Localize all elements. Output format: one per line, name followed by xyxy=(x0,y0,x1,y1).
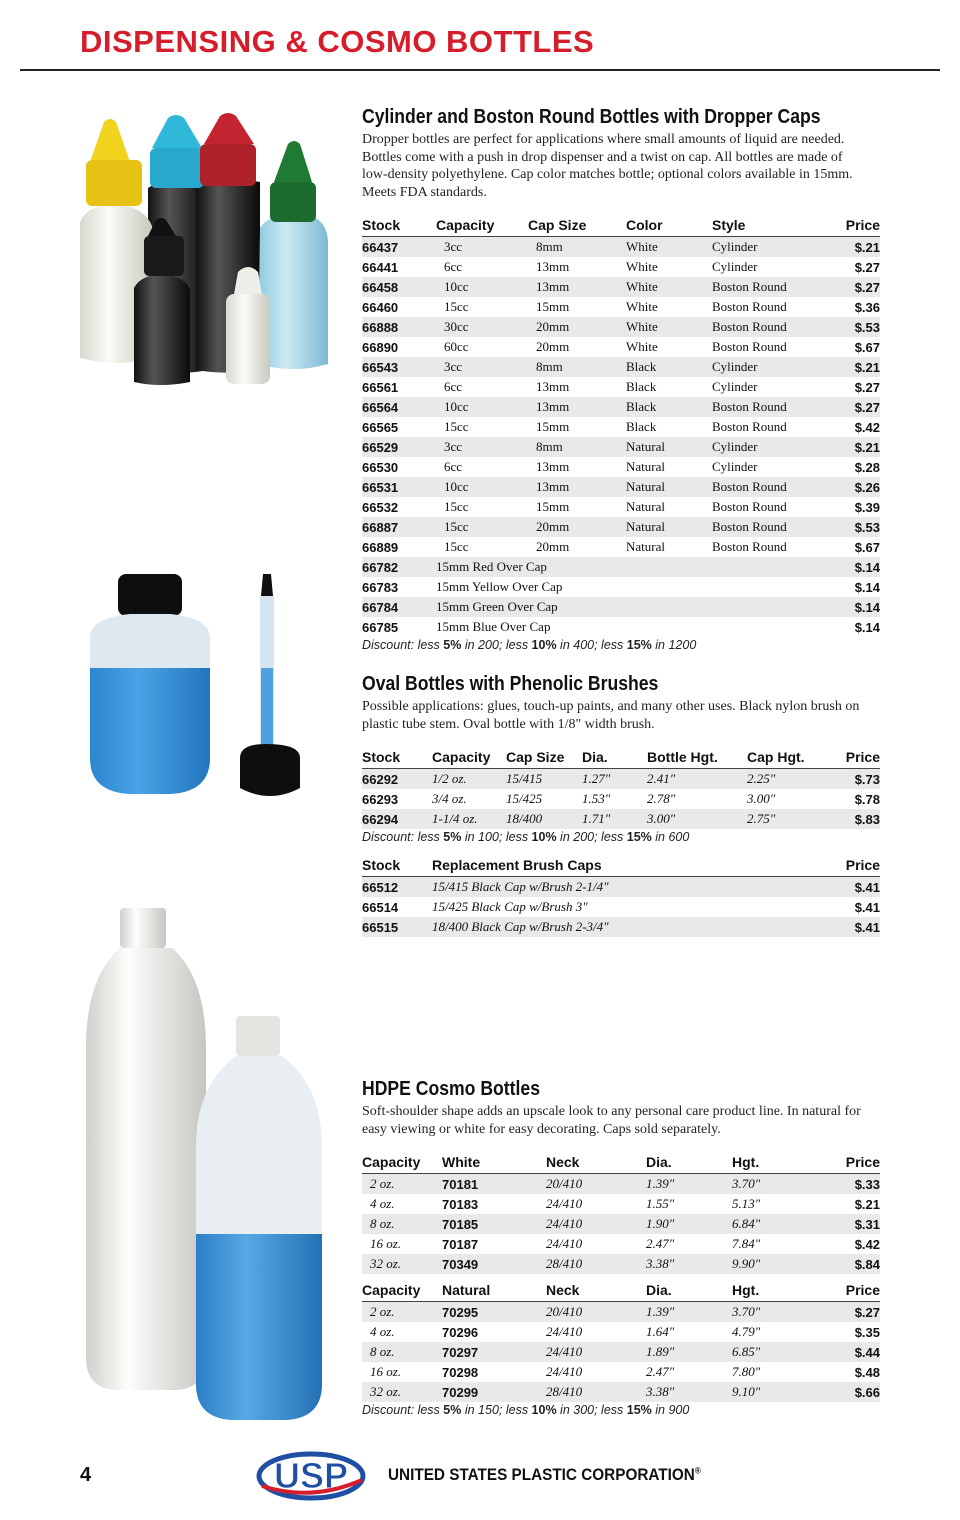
table-cell: 2 oz. xyxy=(362,1302,442,1323)
table-cell: 3/4 oz. xyxy=(432,791,467,806)
table-cell: 70183 xyxy=(442,1196,479,1212)
table-cell: 8mm xyxy=(528,437,626,457)
table-cell: 18/400 Black Cap w/Brush 2-3/4" xyxy=(432,917,812,937)
table-cell: Cylinder xyxy=(712,259,758,274)
column-header: Dia. xyxy=(582,746,647,769)
section-description: Dropper bottles are perfect for applications where small amounts of liquid are needed. Bottles come with a push in drop dispenser and a twist on cap. All bottles are made of low-density polyethylene. Cap color matches bottle; optional colors available in 15mm. Meets FDA standards. xyxy=(362,132,853,200)
table-row xyxy=(362,809,880,829)
table-cell: Cylinder xyxy=(712,237,832,258)
table-cell: $.14 xyxy=(832,597,880,617)
table-cell: Natural xyxy=(626,477,712,497)
table-cell: Boston Round xyxy=(712,539,787,554)
table-cell: 13mm xyxy=(536,379,570,394)
table-cell: 1.71" xyxy=(582,809,647,829)
table-cell: Black xyxy=(626,379,657,394)
column-header: Bottle Hgt. xyxy=(647,746,747,769)
table-cell: 66564 xyxy=(362,397,436,417)
table-row xyxy=(362,789,880,809)
table-cell: 28/410 xyxy=(546,1382,646,1402)
section-description: Possible applications: glues, touch-up paints, and many other uses. Black nylon brush on plastic tube stem. Oval bottle with 1/8" width brush. xyxy=(362,699,860,732)
table-row xyxy=(362,397,880,417)
table-cell: 20mm xyxy=(536,539,570,554)
table-row xyxy=(362,237,880,258)
table-cell: 24/410 xyxy=(546,1364,583,1379)
table-cell: Cylinder xyxy=(712,357,832,377)
table-cell: 70181 xyxy=(442,1174,546,1195)
table-cell: 1.53" xyxy=(582,791,611,806)
table-cell: White xyxy=(626,237,712,258)
table-cell: $.66 xyxy=(822,1382,880,1402)
table-cell: Natural xyxy=(626,437,712,457)
table-cell: 70185 xyxy=(442,1214,546,1234)
table-cell: $.33 xyxy=(822,1174,880,1195)
table-cell: 66561 xyxy=(362,379,399,395)
column-header: Price xyxy=(822,1151,880,1174)
column-header: Dia. xyxy=(646,1151,732,1174)
table-cell: 7.80" xyxy=(732,1364,761,1379)
table-cell: Black xyxy=(626,397,712,417)
table-row xyxy=(362,477,880,497)
table-row xyxy=(362,557,880,577)
table-cell: 70298 xyxy=(442,1364,479,1380)
section-title: HDPE Cosmo Bottles xyxy=(362,1078,540,1100)
table-cell: 60cc xyxy=(444,339,469,354)
table-cell: 15/425 Black Cap w/Brush 3" xyxy=(432,899,588,914)
cosmo-bottles-image xyxy=(80,904,330,1424)
table-cell: 6.84" xyxy=(732,1214,822,1234)
table-cell: 13mm xyxy=(536,259,570,274)
table-row xyxy=(362,1302,880,1323)
table-cell: 3.38" xyxy=(646,1254,732,1274)
table-cell: $.83 xyxy=(833,809,880,829)
table-cell: $.73 xyxy=(833,769,880,790)
svg-text:USP: USP xyxy=(273,1455,349,1496)
table-cell: 1.89" xyxy=(646,1342,732,1362)
table-cell: 20/410 xyxy=(546,1174,646,1195)
table-cell: $.28 xyxy=(854,459,880,475)
table-row xyxy=(362,1362,880,1382)
table-cell: Natural xyxy=(626,459,665,474)
table-cell: $.42 xyxy=(854,1236,880,1252)
table-cell: 1/2 oz. xyxy=(432,769,506,790)
cosmo-natural-table xyxy=(362,1279,880,1402)
table-row xyxy=(362,1174,880,1195)
table-cell: 3.00" xyxy=(647,809,747,829)
table-cell: White xyxy=(626,339,658,354)
table-cell: $.21 xyxy=(832,237,880,258)
table-cell: $.41 xyxy=(854,899,880,915)
table-cell: 16 oz. xyxy=(370,1236,402,1251)
table-cell: $.53 xyxy=(832,317,880,337)
column-header: Stock xyxy=(362,214,436,237)
oval-bottle-image xyxy=(84,568,306,804)
column-header: Stock xyxy=(362,854,432,877)
table-cell: 70299 xyxy=(442,1382,546,1402)
column-header: Neck xyxy=(546,1279,646,1302)
table-cell: 66460 xyxy=(362,299,399,315)
table-cell: 66565 xyxy=(362,419,399,435)
table-cell: 66887 xyxy=(362,517,436,537)
table-cell: Boston Round xyxy=(712,477,832,497)
discount-note: Discount: less 5% in 200; less 10% in 400; less 15% in 1200 xyxy=(362,638,697,652)
table-cell: 20mm xyxy=(528,517,626,537)
table-cell: 8mm xyxy=(528,357,626,377)
table-cell: $.44 xyxy=(822,1342,880,1362)
table-cell: 6cc xyxy=(444,459,463,474)
table-cell: 4 oz. xyxy=(370,1324,395,1339)
page-number: 4 xyxy=(80,1464,92,1486)
table-row xyxy=(362,497,880,517)
table-cell: 7.84" xyxy=(732,1236,761,1251)
table-cell: 20/410 xyxy=(546,1302,646,1323)
table-cell: $.27 xyxy=(854,259,880,275)
table-cell: 66293 xyxy=(362,791,399,807)
table-cell: Cylinder xyxy=(712,437,832,457)
table-cell: 15mm xyxy=(536,299,570,314)
column-header: Capacity xyxy=(432,746,506,769)
table-cell: 3cc xyxy=(436,357,528,377)
table-row xyxy=(362,769,880,790)
table-cell: 3cc xyxy=(436,237,528,258)
table-cell: 66782 xyxy=(362,557,436,577)
company-name: UNITED STATES PLASTIC CORPORATION® xyxy=(388,1465,701,1484)
table-row xyxy=(362,1322,880,1342)
table-cell: 6cc xyxy=(444,379,463,394)
header-rule xyxy=(20,69,940,71)
table-cell: Cylinder xyxy=(712,379,758,394)
table-cell: 32 oz. xyxy=(362,1254,442,1274)
table-cell: 15mm Blue Over Cap xyxy=(436,619,551,634)
table-cell: 2.47" xyxy=(646,1236,675,1251)
column-header: White xyxy=(442,1151,546,1174)
table-cell: 9.10" xyxy=(732,1382,822,1402)
table-cell: $.26 xyxy=(832,477,880,497)
table-cell: $.21 xyxy=(854,1196,880,1212)
table-cell: 66532 xyxy=(362,499,399,515)
column-header: Capacity xyxy=(362,1279,442,1302)
column-header: Natural xyxy=(442,1279,546,1302)
table-cell: 66888 xyxy=(362,317,436,337)
table-cell: 66785 xyxy=(362,619,399,635)
table-cell: 1.90" xyxy=(646,1214,732,1234)
table-cell: 1.64" xyxy=(646,1324,675,1339)
table-cell: 28/410 xyxy=(546,1254,646,1274)
table-row xyxy=(362,877,880,898)
table-cell: Boston Round xyxy=(712,277,832,297)
discount-note: Discount: less 5% in 100; less 10% in 200; less 15% in 600 xyxy=(362,830,690,844)
table-cell: White xyxy=(626,259,658,274)
table-cell: 1.39" xyxy=(646,1174,732,1195)
table-cell: 2.78" xyxy=(647,791,676,806)
dropper-section xyxy=(362,106,880,652)
table-row xyxy=(362,1254,880,1274)
table-cell: 66512 xyxy=(362,877,432,898)
table-cell: $.67 xyxy=(854,339,880,355)
table-row xyxy=(362,437,880,457)
table-cell: 9.90" xyxy=(732,1254,822,1274)
table-cell: Boston Round xyxy=(712,299,787,314)
table-cell: 15/415 xyxy=(506,769,582,790)
table-cell: 13mm xyxy=(528,477,626,497)
table-row xyxy=(362,337,880,357)
table-cell: Boston Round xyxy=(712,517,832,537)
table-cell: 70187 xyxy=(442,1236,479,1252)
table-cell: Boston Round xyxy=(712,317,832,337)
table-cell: 15/425 xyxy=(506,791,543,806)
table-cell: 15cc xyxy=(444,539,469,554)
table-cell: 10cc xyxy=(436,397,528,417)
table-cell: 66784 xyxy=(362,597,436,617)
table-row xyxy=(362,277,880,297)
table-cell: 15mm xyxy=(536,419,570,434)
table-cell: 66437 xyxy=(362,237,436,258)
table-cell: $.31 xyxy=(822,1214,880,1234)
section-title: Oval Bottles with Phenolic Brushes xyxy=(362,673,659,695)
table-cell: $.36 xyxy=(854,299,880,315)
cosmo-white-table xyxy=(362,1151,880,1274)
table-cell: 32 oz. xyxy=(362,1382,442,1402)
table-cell: $.21 xyxy=(832,357,880,377)
oval-table xyxy=(362,746,880,829)
dropper-bottles-image xyxy=(78,108,348,388)
table-cell: 24/410 xyxy=(546,1342,646,1362)
table-cell: $.27 xyxy=(822,1302,880,1323)
table-cell: Boston Round xyxy=(712,419,787,434)
table-cell: $.53 xyxy=(832,517,880,537)
table-cell: 66531 xyxy=(362,477,436,497)
table-cell: 70349 xyxy=(442,1254,546,1274)
column-header: Price xyxy=(833,746,880,769)
table-cell: $.42 xyxy=(854,419,880,435)
table-cell: 5.13" xyxy=(732,1196,761,1211)
column-header: Style xyxy=(712,214,832,237)
table-cell: $.14 xyxy=(854,579,880,595)
table-cell: 4.79" xyxy=(732,1324,761,1339)
column-header: Hgt. xyxy=(732,1279,822,1302)
table-row xyxy=(362,577,880,597)
table-cell: 8 oz. xyxy=(362,1342,442,1362)
table-cell: 2 oz. xyxy=(362,1174,442,1195)
column-header: Capacity xyxy=(436,214,528,237)
table-cell: $.35 xyxy=(854,1324,880,1340)
table-row xyxy=(362,1194,880,1214)
table-cell: 15cc xyxy=(436,517,528,537)
discount-note: Discount: less 5% in 150; less 10% in 300; less 15% in 900 xyxy=(362,1403,690,1417)
table-cell: 15/415 Black Cap w/Brush 2-1/4" xyxy=(432,877,812,898)
table-row xyxy=(362,377,880,397)
table-row xyxy=(362,317,880,337)
dropper-table xyxy=(362,214,880,637)
oval-section xyxy=(362,673,880,937)
column-header: Price xyxy=(812,854,880,877)
section-title: Cylinder and Boston Round Bottles with Dropper Caps xyxy=(362,106,821,128)
table-cell: White xyxy=(626,277,712,297)
table-cell: 66890 xyxy=(362,339,399,355)
table-cell: 2.47" xyxy=(646,1364,675,1379)
table-cell: $.14 xyxy=(854,619,880,635)
column-header: Hgt. xyxy=(732,1151,822,1174)
table-cell: White xyxy=(626,299,658,314)
table-row xyxy=(362,257,880,277)
table-cell: Cylinder xyxy=(712,459,758,474)
table-cell: 3.70" xyxy=(732,1174,822,1195)
table-row xyxy=(362,1234,880,1254)
table-cell: 66889 xyxy=(362,539,399,555)
table-cell: 66783 xyxy=(362,579,399,595)
table-row xyxy=(362,357,880,377)
table-cell: 24/410 xyxy=(546,1324,583,1339)
table-row xyxy=(362,417,880,437)
table-cell: $.39 xyxy=(854,499,880,515)
table-cell: 70296 xyxy=(442,1324,479,1340)
table-cell: 1.27" xyxy=(582,769,647,790)
table-cell: 2.25" xyxy=(747,769,833,790)
table-cell: 20mm xyxy=(528,317,626,337)
table-cell: 3.00" xyxy=(747,791,776,806)
table-cell: 66441 xyxy=(362,259,399,275)
table-cell: 66294 xyxy=(362,809,432,829)
table-cell: 24/410 xyxy=(546,1196,583,1211)
table-cell: 15mm Yellow Over Cap xyxy=(436,579,563,594)
section-description: Soft-shoulder shape adds an upscale look to any personal care product line. In natural for easy viewing or white for easy decorating. Caps sold separately. xyxy=(362,1104,861,1137)
table-row xyxy=(362,617,880,637)
table-cell: 66543 xyxy=(362,357,436,377)
table-cell: Natural xyxy=(626,539,665,554)
table-cell: 70297 xyxy=(442,1342,546,1362)
table-cell: 10cc xyxy=(436,277,528,297)
table-cell: $.78 xyxy=(854,791,880,807)
table-cell: 3.38" xyxy=(646,1382,732,1402)
table-cell: 66514 xyxy=(362,899,399,915)
table-cell: 1-1/4 oz. xyxy=(432,809,506,829)
table-cell: $.41 xyxy=(812,877,880,898)
usp-logo xyxy=(256,1446,366,1502)
table-cell: 2.75" xyxy=(747,809,833,829)
brush-caps-table xyxy=(362,854,880,937)
table-cell: 15mm Green Over Cap xyxy=(436,597,832,617)
table-row xyxy=(362,297,880,317)
table-cell: 2.41" xyxy=(647,769,747,790)
table-row xyxy=(362,897,880,917)
table-cell: $.84 xyxy=(822,1254,880,1274)
table-cell: Boston Round xyxy=(712,397,832,417)
table-cell: 8 oz. xyxy=(362,1214,442,1234)
table-row xyxy=(362,457,880,477)
table-cell: 6cc xyxy=(444,259,463,274)
table-cell: 15mm xyxy=(536,499,570,514)
table-cell: $.21 xyxy=(832,437,880,457)
table-cell: 66292 xyxy=(362,769,432,790)
table-cell: 66530 xyxy=(362,459,399,475)
table-cell: 66515 xyxy=(362,917,432,937)
table-row xyxy=(362,1342,880,1362)
table-cell: 13mm xyxy=(528,277,626,297)
column-header: Price xyxy=(822,1279,880,1302)
table-cell: 3.70" xyxy=(732,1302,822,1323)
table-cell: Black xyxy=(626,419,657,434)
table-cell: 1.39" xyxy=(646,1302,732,1323)
table-cell: 4 oz. xyxy=(370,1196,395,1211)
table-row xyxy=(362,917,880,937)
table-cell: 66529 xyxy=(362,437,436,457)
column-header: Cap Size xyxy=(506,746,582,769)
column-header: Stock xyxy=(362,746,432,769)
table-cell: 15cc xyxy=(444,299,469,314)
table-cell: 24/410 xyxy=(546,1236,583,1251)
table-cell: 66458 xyxy=(362,277,436,297)
table-row xyxy=(362,1382,880,1402)
table-cell: $.27 xyxy=(854,379,880,395)
table-cell: $.67 xyxy=(854,539,880,555)
table-cell: 30cc xyxy=(436,317,528,337)
table-cell: Natural xyxy=(626,517,712,537)
table-cell: 6.85" xyxy=(732,1342,822,1362)
table-cell: 15cc xyxy=(444,419,469,434)
table-cell: Natural xyxy=(626,499,665,514)
table-cell: 15mm Red Over Cap xyxy=(436,557,832,577)
table-cell: 8mm xyxy=(528,237,626,258)
table-cell: 16 oz. xyxy=(370,1364,402,1379)
table-cell: 20mm xyxy=(536,339,570,354)
column-header: Capacity xyxy=(362,1151,442,1174)
table-cell: $.27 xyxy=(832,397,880,417)
table-cell: 18/400 xyxy=(506,809,582,829)
table-cell: Boston Round xyxy=(712,499,787,514)
table-cell: White xyxy=(626,317,712,337)
table-cell: $.27 xyxy=(832,277,880,297)
table-cell: 10cc xyxy=(436,477,528,497)
table-cell: Black xyxy=(626,357,712,377)
column-header: Cap Size xyxy=(528,214,626,237)
table-cell: $.41 xyxy=(812,917,880,937)
column-header: Price xyxy=(832,214,880,237)
table-row xyxy=(362,1214,880,1234)
table-row xyxy=(362,517,880,537)
column-header: Cap Hgt. xyxy=(747,746,833,769)
table-row xyxy=(362,537,880,557)
column-header: Replacement Brush Caps xyxy=(432,854,812,877)
table-cell: Boston Round xyxy=(712,339,787,354)
table-cell: $.48 xyxy=(854,1364,880,1380)
table-row xyxy=(362,597,880,617)
page-header: DISPENSING & COSMO BOTTLES xyxy=(80,24,595,59)
table-cell: $.14 xyxy=(832,557,880,577)
column-header: Dia. xyxy=(646,1279,732,1302)
table-cell: 13mm xyxy=(528,397,626,417)
cosmo-section xyxy=(362,1078,880,1417)
column-header: Color xyxy=(626,214,712,237)
table-cell: 24/410 xyxy=(546,1214,646,1234)
table-cell: 70295 xyxy=(442,1302,546,1323)
table-cell: 13mm xyxy=(536,459,570,474)
table-cell: 1.55" xyxy=(646,1196,675,1211)
column-header: Neck xyxy=(546,1151,646,1174)
table-cell: 3cc xyxy=(436,437,528,457)
table-cell: 15cc xyxy=(444,499,469,514)
